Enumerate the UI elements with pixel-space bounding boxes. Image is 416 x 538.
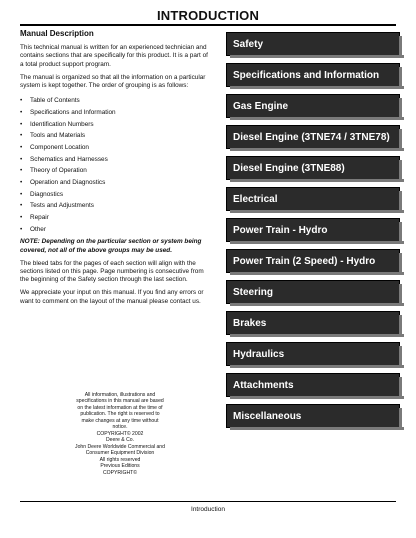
tab-hydraulics[interactable]: Hydraulics xyxy=(226,342,400,366)
list-item: • Tests and Adjustments xyxy=(20,200,212,212)
tab-miscellaneous[interactable]: Miscellaneous xyxy=(226,404,400,428)
copyright-line: Deere & Co. xyxy=(105,437,135,444)
copyright-line: publication. The right is reserved to xyxy=(80,411,160,418)
tab-diesel-engine-3tne74-3tne78[interactable]: Diesel Engine (3TNE74 / 3TNE78) xyxy=(226,125,400,149)
tab-attachments[interactable]: Attachments xyxy=(226,373,400,397)
bleed-tabs-paragraph: The bleed tabs for the pages of each section will align with the sections listed on this page. Page numbering is consecutive from the beginning of the Safety section through the last section. xyxy=(20,259,204,284)
copyright-line: All information, illustrations and xyxy=(84,392,156,398)
copyright-line: on the latest information at the time of xyxy=(77,404,163,411)
note-text: NOTE: Depending on the particular section or system being covered, not all of the above groups may be used. xyxy=(20,238,202,254)
list-item: • Other xyxy=(20,224,212,236)
copyright-line: Consumer Equipment Division xyxy=(85,450,155,457)
title-divider xyxy=(20,24,396,26)
manual-description xyxy=(20,29,212,311)
section-heading: Manual Description xyxy=(20,29,94,38)
tab-gas-engine[interactable]: Gas Engine xyxy=(226,94,400,118)
list-item: • Tools and Materials xyxy=(20,130,212,142)
tab-brakes[interactable]: Brakes xyxy=(226,311,400,335)
copyright-line: make changes at any time without xyxy=(81,417,159,424)
page-footer: Introduction xyxy=(191,506,225,513)
copyright-line: All rights reserved xyxy=(99,456,141,463)
list-item: • Specifications and Information xyxy=(20,107,212,119)
copyright-notice xyxy=(66,392,174,476)
copyright-line: notice. xyxy=(112,424,128,431)
copyright-line: Previous Editions xyxy=(100,463,140,470)
list-item: • Component Location xyxy=(20,142,212,154)
copyright-line: COPYRIGHT© 2002 xyxy=(96,430,144,437)
tab-power-train-hydro[interactable]: Power Train - Hydro xyxy=(226,218,400,242)
copyright-line: specifications in this manual are based xyxy=(76,398,164,405)
organization-paragraph: The manual is organized so that all the information on a particular system is kept together. The order of grouping is as follows: xyxy=(20,73,206,89)
intro-paragraph: This technical manual is written for an experienced technician and contains sections that are specifically for this product. It is a part of a total product support program. xyxy=(20,44,208,68)
list-item: • Table of Contents xyxy=(20,95,212,107)
feedback-paragraph: We appreciate your input on this manual. If you find any errors or want to comment on the layout of the manual please contact us. xyxy=(20,289,204,305)
footer-divider xyxy=(20,501,396,502)
tab-power-train-2-speed-hydro[interactable]: Power Train (2 Speed) - Hydro xyxy=(226,249,400,273)
page-title: INTRODUCTION xyxy=(156,8,260,23)
tab-diesel-engine-3tne88[interactable]: Diesel Engine (3TNE88) xyxy=(226,156,400,180)
tab-safety[interactable]: Safety xyxy=(226,32,400,56)
list-item: • Theory of Operation xyxy=(20,165,212,177)
list-item: • Operation and Diagnostics xyxy=(20,177,212,189)
tab-specifications-and-information[interactable]: Specifications and Information xyxy=(226,63,400,87)
list-item: • Repair xyxy=(20,212,212,224)
grouping-list xyxy=(20,95,212,235)
copyright-line: COPYRIGHT© xyxy=(102,469,138,476)
tab-steering[interactable]: Steering xyxy=(226,280,400,304)
copyright-line: John Deere Worldwide Commercial and xyxy=(75,443,165,450)
tab-electrical[interactable]: Electrical xyxy=(226,187,400,211)
list-item: • Schematics and Harnesses xyxy=(20,154,212,166)
list-item: • Diagnostics xyxy=(20,189,212,201)
list-item: • Identification Numbers xyxy=(20,119,212,131)
